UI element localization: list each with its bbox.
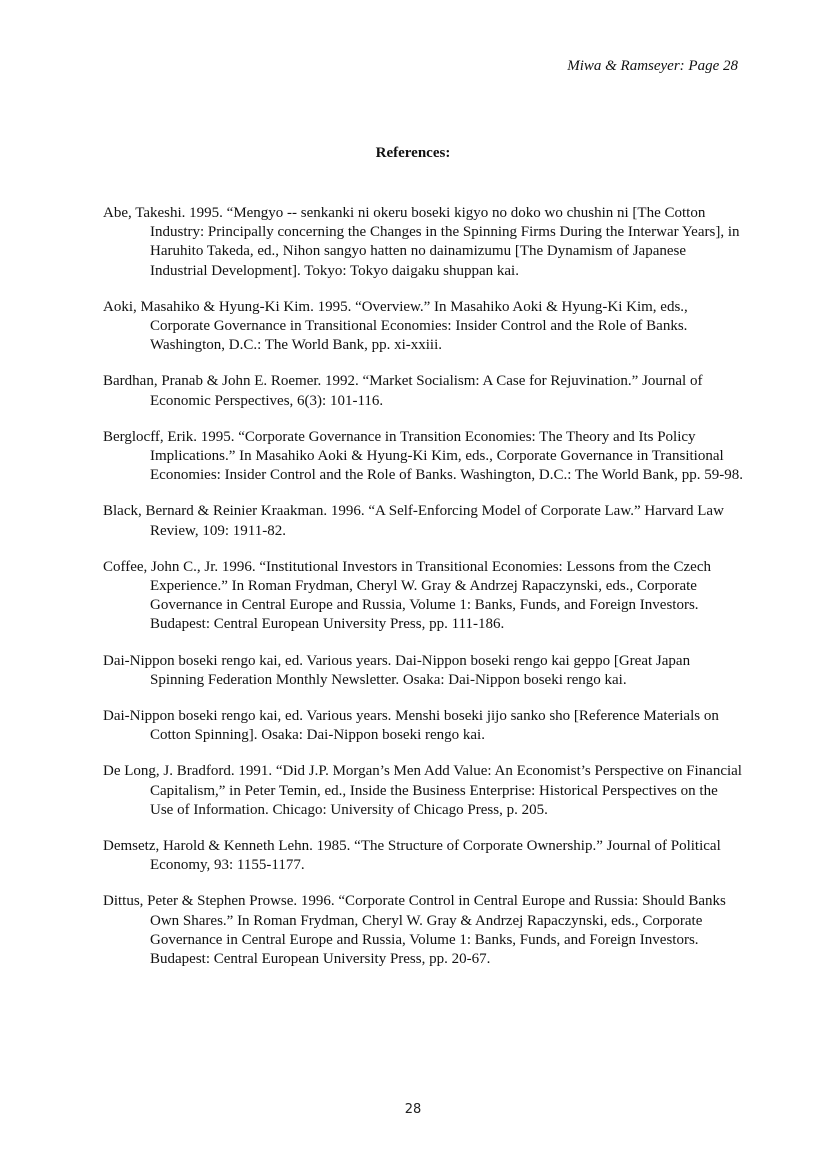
page-number: 28 — [404, 1102, 422, 1117]
reference-entry-berglocff: Berglocff, Erik. 1995. “Corporate Governance in Transition Economies: The Theory and Its Policy Implications.” In Masahiko Aoki & Hyung-Ki Kim, eds., Corporate Governance in Transitional Economies: Insider Control and the Role of Banks. Washington, D.C.: The World Bank, pp. 59-98. — [103, 428, 743, 484]
reference-entry-black: Black, Bernard & Reinier Kraakman. 1996. “A Self-Enforcing Model of Corporate Law.” Harvard Law Review, 109: 1911-82. — [103, 503, 724, 539]
reference-entry-dai-nippon-geppo: Dai-Nippon boseki rengo kai, ed. Various years. Dai-Nippon boseki rengo kai geppo [Great Japan Spinning Federation Monthly Newsletter. Osaka: Dai-Nippon boseki rengo kai. — [103, 652, 691, 688]
reference-list — [103, 204, 743, 986]
reference-entry-dittus: Dittus, Peter & Stephen Prowse. 1996. “Corporate Control in Central Europe and Russia: Should Banks Own Shares.” In Roman Frydman, Cheryl W. Gray & Andrzej Rapaczynski, eds., Corporate Governance in Central Europe and Russia, Volume 1: Banks, Funds, and Foreign Investors. Budapest: Central European University Press, pp. 20-67. — [103, 893, 726, 968]
reference-entry-coffee: Coffee, John C., Jr. 1996. “Institutional Investors in Transitional Economies: Lessons from the Czech Experience.” In Roman Frydman, Cheryl W. Gray & Andrzej Rapaczynski, eds., Corporate Governance in Central Europe and Russia, Volume 1: Banks, Funds, and Foreign Investors. Budapest: Central European University Press, pp. 111-186. — [103, 558, 711, 633]
section-title: References: — [375, 145, 451, 161]
reference-entry-demsetz: Demsetz, Harold & Kenneth Lehn. 1985. “The Structure of Corporate Ownership.” Journal of Political Economy, 93: 1155-1177. — [103, 838, 721, 874]
reference-entry-aoki: Aoki, Masahiko & Hyung-Ki Kim. 1995. “Overview.” In Masahiko Aoki & Hyung-Ki Kim, eds., Corporate Governance in Transitional Economies: Insider Control and the Role of Banks. Washington, D.C.: The World Bank, pp. xi-xxiii. — [103, 298, 688, 354]
reference-entry-abe: Abe, Takeshi. 1995. “Mengyo -- senkanki ni okeru boseki kigyo no doko wo chushin ni [The Cotton Industry: Principally concerning the Changes in the Spinning Firms During the Interwar Years], in Haruhito Takeda, ed., Nihon sangyo hatten no dainamizumu [The Dynamism of Japanese Industrial Development]. Tokyo: Tokyo daigaku shuppan kai. — [103, 205, 740, 279]
reference-entry-bardhan: Bardhan, Pranab & John E. Roemer. 1992. “Market Socialism: A Case for Rejuvination.” Journal of Economic Perspectives, 6(3): 101-116. — [103, 373, 703, 409]
reference-entry-de-long: De Long, J. Bradford. 1991. “Did J.P. Morgan’s Men Add Value: An Economist’s Perspective on Financial Capitalism,” in Peter Temin, ed., Inside the Business Enterprise: Historical Perspectives on the Use of Information. Chicago: University of Chicago Press, p. 205. — [103, 763, 742, 818]
running-head: Miwa & Ramseyer: Page 28 — [567, 58, 738, 74]
reference-entry-dai-nippon-menshi: Dai-Nippon boseki rengo kai, ed. Various years. Menshi boseki jijo sanko sho [Reference Materials on Cotton Spinning]. Osaka: Dai-Nippon boseki rengo kai. — [103, 708, 719, 744]
